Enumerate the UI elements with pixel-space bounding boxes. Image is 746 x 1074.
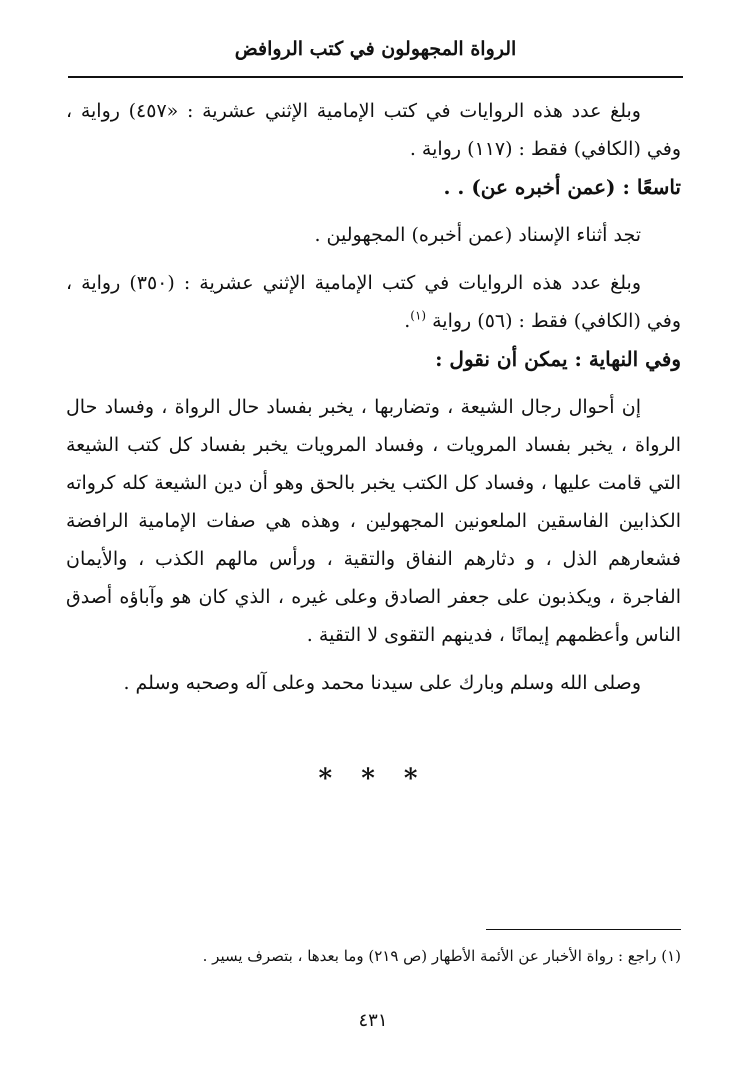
conclusion-paragraph: إن أحوال رجال الشيعة ، وتضاربها ، يخبر بفساد حال الرواة ، وفساد حال الرواة ، يخبر بفساد المرويات ، وفساد المرويات يخبر بفساد كل كتب الشيعة التي قامت عليها ، وفساد كل الكتب يخبر بالحق وهو أن دين الشيعة كله كرواته الكذابين الفاسقين الملعونين المجهولين ، وهذه هي صفات الإمامية الرافضة فشعارهم الذل ، و دثارهم النفاق والتقية ، ورأس مالهم الكذب ، والأيمان الفاجرة ، ويكذبون على جعفر الصادق وعلى غيره ، الذي كان هو وآباؤه أصدق الناس وأعظمهم إيمانًا ، فدينهم التقوى لا التقية . [66, 396, 681, 646]
paragraph-count-total: وبلغ عدد هذه الروايات في كتب الإمامية الإثني عشرية : «٤٥٧) رواية ، وفي (الكافي) فقط : (١١٧) رواية . [66, 100, 681, 160]
header-rule [68, 76, 683, 78]
conclusion-heading: وفي النهاية : يمكن أن نقول : [435, 347, 681, 371]
section-ornament: * * * [318, 764, 428, 794]
footnote-reference: (١) [410, 308, 427, 323]
paragraph-count-ninth-end: . [404, 310, 411, 332]
footnote: (١) راجع : رواة الأخبار عن الأئمة الأطهار (ص ٢١٩) وما بعدها ، بتصرف يسير . [202, 947, 681, 965]
paragraph-count-ninth-text: وبلغ عدد هذه الروايات في كتب الإمامية الإثني عشرية : (٣٥٠) رواية ، وفي (الكافي) فقط : (٥٦) رواية [66, 272, 681, 332]
page-number: ٤٣١ [358, 1010, 388, 1031]
footnote-rule [486, 929, 681, 930]
paragraph-count-ninth [66, 264, 681, 340]
paragraph-isnad: تجد أثناء الإسناد (عمن أخبره) المجهولين . [314, 224, 641, 246]
running-header-title: الرواة المجهولون في كتب الروافض [234, 38, 517, 60]
section-heading-ninth: تاسعًا : (عمن أخبره عن) . . [443, 175, 681, 199]
closing-prayer: وصلى الله وسلم وبارك على سيدنا محمد وعلى آله وصحبه وسلم . [123, 672, 641, 694]
main-text [66, 92, 681, 702]
